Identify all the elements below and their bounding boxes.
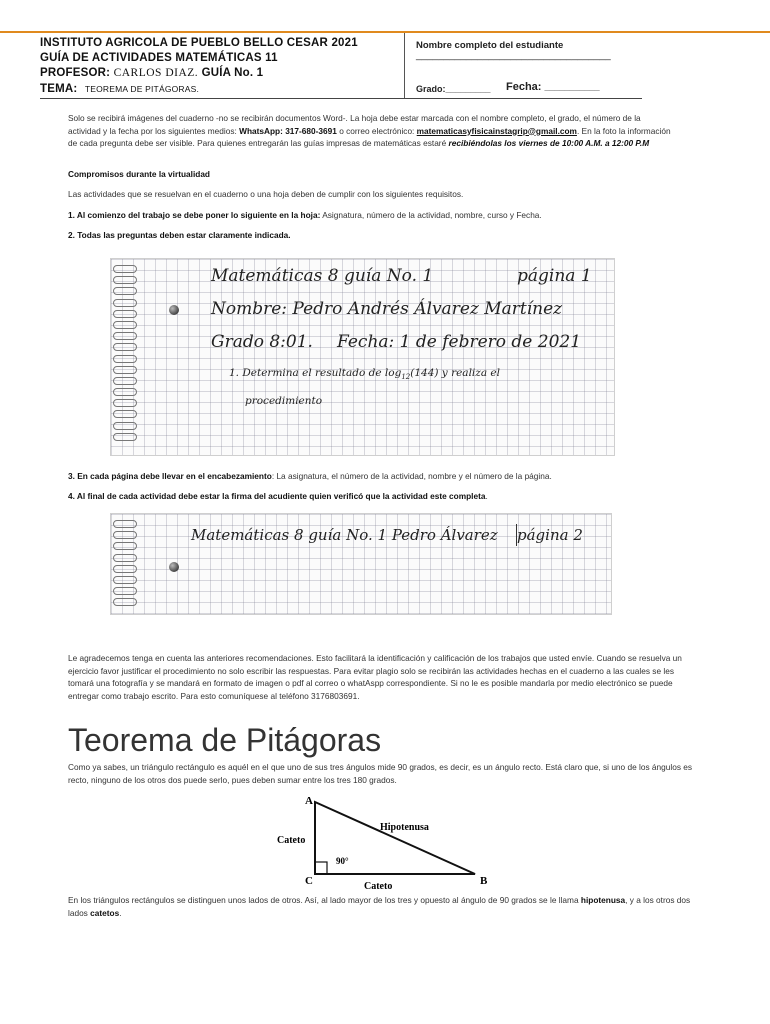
requirement-4-end: . bbox=[485, 491, 488, 501]
date-label: Fecha: bbox=[506, 81, 542, 93]
right-angle-mark bbox=[315, 862, 327, 874]
vertex-b: B bbox=[480, 875, 488, 887]
notebook-spiral-2 bbox=[113, 520, 141, 610]
legs-definition-end: . bbox=[119, 907, 122, 918]
header-divider bbox=[404, 33, 405, 99]
notebook-hole bbox=[169, 305, 179, 315]
requirement-3-title: 3. En cada página debe llevar en el encabezamiento bbox=[68, 471, 272, 481]
vertex-a: A bbox=[305, 795, 313, 807]
angle-label: 90° bbox=[336, 856, 349, 866]
legs-definition-text-b: , y a los otros dos lados bbox=[68, 895, 691, 918]
nb2-header: Matemáticas 8 guía No. 1 Pedro Álvarez bbox=[191, 526, 498, 544]
nb1-page: página 1 bbox=[517, 266, 592, 286]
nb1-question-cont: procedimiento bbox=[245, 395, 323, 407]
notebook-photo-1 bbox=[110, 258, 615, 456]
header-bottom-rule bbox=[40, 98, 642, 99]
header-top-rule bbox=[0, 31, 770, 33]
topic-line bbox=[40, 83, 199, 95]
requirement-3 bbox=[68, 470, 552, 483]
nb1-subject: Matemáticas 8 guía No. 1 bbox=[211, 266, 434, 286]
pythagoras-intro: Como ya sabes, un triángulo rectángulo es aquél en el que uno de sus tres ángulos mide 90 grados, es decir, es un ángulo recto. Está claro que, si uno de los ángulos es recto, ninguno de los otros dos puede serlo, pues deben sumar entre los tres 180 grados. bbox=[68, 762, 693, 785]
nb1-name: Nombre: Pedro Andrés Álvarez Martínez bbox=[211, 299, 563, 319]
intro-text: Solo se recibirá imágenes del cuaderno -no se recibirán documentos Word-. La hoja debe estar marcada con el nombre completo, el grado, el número de la actividad y la fecha por los siguientes medios: bbox=[68, 113, 641, 136]
right-triangle-diagram bbox=[270, 792, 500, 894]
term-hypotenuse: hipotenusa bbox=[580, 895, 626, 905]
commitments-title: Compromisos durante la virtualidad bbox=[68, 169, 210, 179]
requirement-1-title: 1. Al comienzo del trabajo se debe poner lo siguiente en la hoja: bbox=[68, 210, 321, 220]
nb1-question-text-b: (144) y realiza el bbox=[410, 367, 500, 379]
intro-text-c: . En la foto la información de cada pregunta debe ser visible. Para quienes entregarán las guías impresas de matemáticas estaré bbox=[68, 125, 671, 148]
legs-definition-text: En los triángulos rectángulos se distinguen unos lados de otros. Así, al lado mayor de los tres y opuesto al ángulo de 90 grados se le llama bbox=[68, 895, 579, 905]
nb2-page: página 2 bbox=[517, 526, 583, 544]
text-cursor bbox=[516, 524, 517, 546]
guide-number: GUÍA No. 1 bbox=[201, 67, 264, 79]
intro-paragraph bbox=[68, 112, 674, 150]
closing-paragraph: Le agradecemos tenga en cuenta las anteriores recomendaciones. Esto facilitará la identificación y calificación de los trabajos que usted envíe. Cuando se resuelva un ejercicio favor justificar el procedimiento no solo escribir las respuestas. Para evitar plagio solo se recibirán las actividades hechas en el cuaderno a las cuales se les tomará una fotografía y se mandará en formato de imagen o pdf al correo o whatAspp correspondiente. Si no le es posible mandarla por medio electrónico se puede entregar como trabajo escrito. Para esto comuníquese al teléfono 3176803691. bbox=[68, 653, 682, 701]
email-contact[interactable]: matematicasyfisicainstagrip@gmail.com bbox=[416, 125, 577, 136]
nb1-date: Fecha: 1 de febrero de 2021 bbox=[337, 332, 582, 352]
whatsapp-contact: WhatsApp: 317-680-3691 bbox=[239, 125, 337, 136]
school-name: INSTITUTO AGRICOLA DE PUEBLO BELLO CESAR 2021 bbox=[40, 37, 358, 49]
requirement-1-text: Asignatura, número de la actividad, nombre, curso y Fecha. bbox=[322, 210, 542, 220]
student-name-label: Nombre completo del estudiante bbox=[416, 40, 564, 51]
term-legs: catetos bbox=[90, 907, 120, 918]
notebook-hole-2 bbox=[169, 562, 179, 572]
hypotenuse-label: Hipotenusa bbox=[380, 822, 429, 833]
intro-text-b: o correo electrónico: bbox=[339, 125, 415, 136]
grade-field: Grado:_________ bbox=[416, 84, 491, 94]
section-title: Teorema de Pitágoras bbox=[68, 722, 382, 758]
requirement-1 bbox=[68, 209, 542, 222]
nb1-grade: Grado 8:01. bbox=[211, 332, 313, 352]
notebook-spiral bbox=[113, 265, 141, 444]
nb1-question-text: 1. Determina el resultado de log bbox=[229, 367, 402, 379]
professor-name: CARLOS DIAZ. bbox=[113, 67, 199, 79]
date-line: ___________ bbox=[544, 82, 600, 92]
professor-label: PROFESOR: bbox=[40, 67, 111, 79]
topic-label: TEMA: bbox=[40, 83, 78, 95]
topic-value: TEOREMA DE PITÁGORAS. bbox=[84, 84, 200, 94]
vertex-c: C bbox=[305, 875, 313, 887]
student-name-line: ___________________________________ bbox=[416, 50, 611, 61]
professor-line bbox=[40, 67, 263, 79]
nb1-log-base: 12 bbox=[401, 373, 411, 382]
date-field bbox=[506, 81, 600, 93]
nb1-question bbox=[229, 367, 500, 381]
reception-schedule: recibiéndolas los viernes de 10:00 A.M. a 12:00 P.M bbox=[448, 138, 650, 148]
requirement-3-text: : La asignatura, el número de la actividad, nombre y el número de la página. bbox=[271, 471, 552, 481]
commitments-text: Las actividades que se resuelvan en el cuaderno o una hoja deben de cumplir con los siguientes requisitos. bbox=[68, 189, 464, 199]
guide-subject: GUÍA DE ACTIVIDADES MATEMÁTICAS 11 bbox=[40, 52, 278, 64]
horizontal-leg-label: Cateto bbox=[364, 881, 393, 892]
vertical-leg-label: Cateto bbox=[277, 835, 306, 846]
requirement-4 bbox=[68, 490, 488, 503]
legs-definition bbox=[68, 894, 700, 919]
notebook-photo-2 bbox=[110, 513, 612, 615]
requirement-2: 2. Todas las preguntas deben estar claramente indicada. bbox=[68, 230, 291, 240]
requirement-4-title: 4. Al final de cada actividad debe estar la firma del acudiente quien verificó que la actividad este completa bbox=[68, 491, 486, 501]
